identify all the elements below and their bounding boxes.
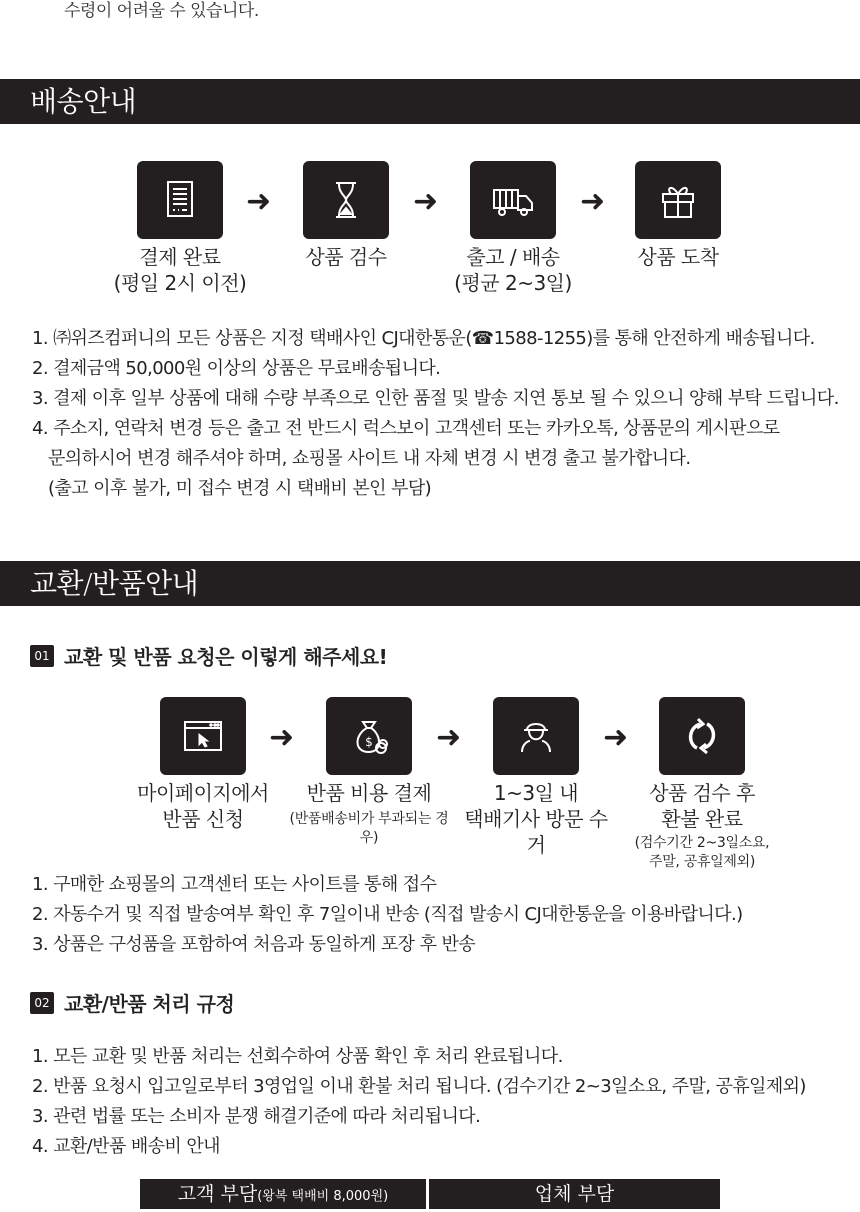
step-title: 상품 도착 <box>637 245 719 269</box>
arrow-right-icon: ➜ <box>603 720 629 755</box>
step-subtitle: 택배기사 방문 수거 <box>464 807 608 857</box>
arrow-right-icon: ➜ <box>246 184 272 219</box>
exchange-section-title: 교환/반품안내 <box>0 561 860 606</box>
list-item: 4. 교환/반품 배송비 안내 <box>32 1136 220 1157</box>
step-subtitle: (평균 2~3일) <box>454 271 572 295</box>
receipt-icon <box>137 161 223 239</box>
fee-customer-header <box>140 1179 426 1209</box>
top-note: 수령이 어려울 수 있습니다. <box>64 1 259 21</box>
list-item: (출고 이후 불가, 미 접수 변경 시 택배비 본인 부담) <box>48 478 432 499</box>
shipping-step-payment <box>100 161 260 296</box>
list-item: 2. 자동수거 및 직접 발송여부 확인 후 7일이내 반송 (직접 발송시 CJ대한통운을 이용바랍니다.) <box>32 904 743 925</box>
list-item: 2. 결제금액 50,000원 이상의 상품은 무료배송됩니다. <box>32 358 441 379</box>
shipping-step-arrival <box>598 161 758 270</box>
list-item: 문의하시어 변경 해주셔야 하며, 쇼핑몰 사이트 내 자체 변경 시 변경 출고 불가합니다. <box>48 448 691 469</box>
exchange-step-pickup <box>456 697 616 858</box>
list-item: 4. 주소지, 연락처 변경 등은 출고 전 반드시 럭스보이 고객센터 또는 카카오톡, 상품문의 게시판으로 <box>32 418 780 439</box>
step-subtitle: 환불 완료 <box>661 807 743 831</box>
step-subtitle: 반품 신청 <box>162 807 244 831</box>
exchange-subheading-01 <box>30 641 387 670</box>
step-number-badge: 02 <box>30 992 54 1014</box>
exchange-policy-notes <box>32 1042 806 1162</box>
browser-cursor-icon <box>160 697 246 775</box>
list-item: 2. 반품 요청시 입고일로부터 3영업일 이내 환불 처리 됩니다. (검수기간 2~3일소요, 주말, 공휴일제외) <box>32 1076 806 1097</box>
step-note: 주말, 공휴일제외) <box>648 854 756 870</box>
step-title: 상품 검수 후 <box>649 781 755 805</box>
arrow-right-icon: ➜ <box>413 184 439 219</box>
fee-customer-note: (왕복 택배비 8,000원) <box>257 1189 389 1204</box>
arrow-right-icon: ➜ <box>269 720 295 755</box>
courier-icon <box>493 697 579 775</box>
list-item: 3. 관련 법률 또는 소비자 분쟁 해결기준에 따라 처리됩니다. <box>32 1106 481 1127</box>
list-item: 3. 결제 이후 일부 상품에 대해 수량 부족으로 인한 품절 및 발송 지연 통보 될 수 있으니 양해 부탁 드립니다. <box>32 388 839 409</box>
step-number-badge: 01 <box>30 645 54 667</box>
step-title: 마이페이지에서 <box>137 781 269 805</box>
step-subtitle: (평일 2시 이전) <box>113 271 247 295</box>
gift-icon <box>635 161 721 239</box>
step-title: 반품 비용 결제 <box>306 781 432 805</box>
shipping-notes <box>32 324 839 504</box>
arrow-right-icon: ➜ <box>436 720 462 755</box>
list-item: 1. 구매한 쇼핑몰의 고객센터 또는 사이트를 통해 접수 <box>32 874 437 895</box>
exchange-step-payment <box>289 697 449 848</box>
step-note: (검수기간 2~3일소요, <box>634 835 770 851</box>
list-item: 3. 상품은 구성품을 포함하여 처음과 동일하게 포장 후 반송 <box>32 934 476 955</box>
list-item: 1. ㈜위즈컴퍼니의 모든 상품은 지정 택배사인 CJ대한통운(☎1588-1255)를 통해 안전하게 배송됩니다. <box>32 328 815 349</box>
shipping-step-delivery <box>433 161 593 296</box>
step-title: 1~3일 내 <box>493 781 579 805</box>
step-subtitle: (반품배송비가 부과되는 경우) <box>289 811 449 846</box>
truck-icon <box>470 161 556 239</box>
fee-customer-label: 고객 부담 <box>177 1183 258 1205</box>
exchange-step-refund <box>622 697 782 872</box>
fee-company-header <box>429 1179 720 1209</box>
svg-text:$: $ <box>365 735 373 749</box>
shipping-step-inspection <box>266 161 426 270</box>
money-bag-icon <box>326 697 412 775</box>
subheading-title: 교환/반품 처리 규정 <box>64 992 235 1016</box>
exchange-request-notes <box>32 870 743 960</box>
refresh-icon <box>659 697 745 775</box>
subheading-title: 교환 및 반품 요청은 이렇게 해주세요! <box>64 645 388 669</box>
hourglass-icon <box>303 161 389 239</box>
exchange-subheading-02 <box>30 988 234 1017</box>
shipping-section-title: 배송안내 <box>0 79 860 124</box>
step-title: 상품 검수 <box>305 245 387 269</box>
list-item: 1. 모든 교환 및 반품 처리는 선회수하여 상품 확인 후 처리 완료됩니다. <box>32 1046 563 1067</box>
arrow-right-icon: ➜ <box>580 184 606 219</box>
fee-company-label: 업체 부담 <box>534 1183 615 1205</box>
exchange-step-request <box>123 697 283 832</box>
step-title: 결제 완료 <box>139 245 221 269</box>
step-title: 출고 / 배송 <box>466 245 560 269</box>
